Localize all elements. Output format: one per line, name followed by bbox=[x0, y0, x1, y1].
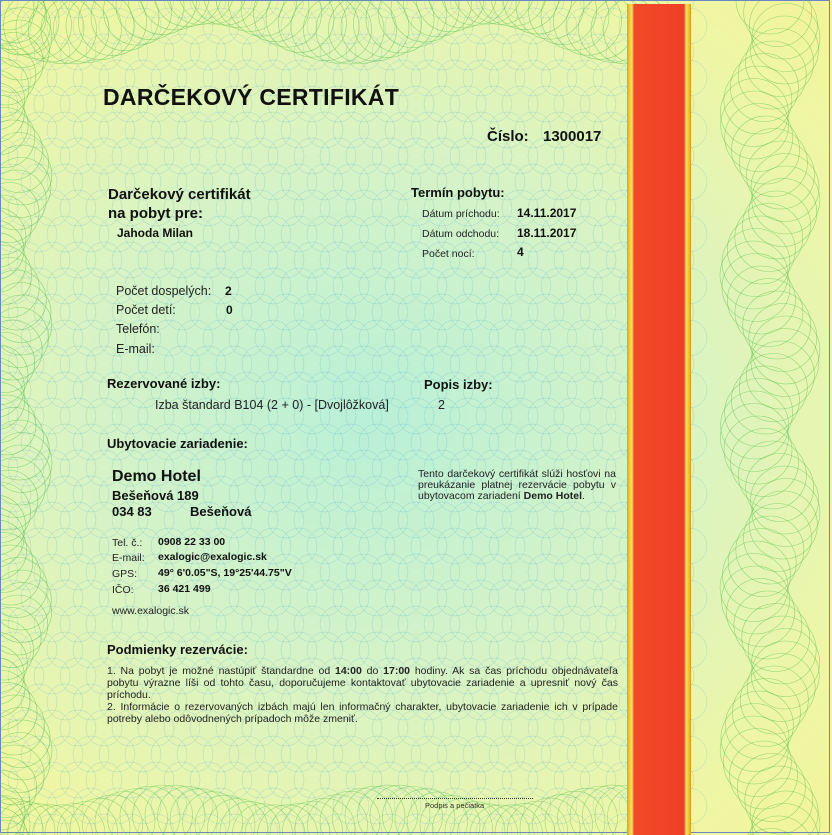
nights-label: Počet nocí: bbox=[422, 248, 475, 260]
adults-label: Počet dospelých: bbox=[116, 284, 212, 298]
signature-label: Podpis a pečiatka bbox=[425, 801, 485, 810]
signature-line bbox=[377, 798, 533, 799]
certificate-number-value: 1300017 bbox=[543, 128, 602, 145]
hotel-name: Demo Hotel bbox=[112, 468, 201, 485]
hotel-zip: 034 83 bbox=[112, 504, 152, 519]
condition-item-1: 1. Na pobyt je možné nastúpiť štandardne od 14:00 do 17:00 hodiny. Ak sa čas príchodu objednávateľa pobytu výrazne líši od tohto času, doporučujeme kontaktovať ubytovacie zariadenie a upresniť nový čas príchodu. bbox=[107, 665, 618, 701]
rooms-heading: Rezervované izby: bbox=[107, 376, 221, 391]
hotel-gps-value: 49° 6'0.05"S, 19°25'44.75"V bbox=[158, 567, 292, 579]
hotel-phone-value: 0908 22 33 00 bbox=[158, 536, 226, 548]
nights-value: 4 bbox=[517, 245, 524, 259]
conditions-text bbox=[107, 665, 618, 725]
certificate-note bbox=[418, 469, 616, 502]
room-count: 2 bbox=[438, 398, 445, 412]
certificate-title: DARČEKOVÝ CERTIFIKÁT bbox=[103, 84, 400, 110]
recipient-heading-line1: Darčekový certifikát bbox=[108, 186, 251, 203]
certificate-number-label: Číslo: bbox=[487, 128, 529, 145]
note-hotel-name: Demo Hotel bbox=[523, 490, 582, 502]
hotel-ico-value: 36 421 499 bbox=[158, 583, 211, 595]
note-text: Tento darčekový certifikát slúži hosťovi na preukázanie platnej rezervácie pobytu v ubytovacom zariadení bbox=[418, 468, 616, 502]
hotel-gps-label: GPS: bbox=[112, 568, 138, 580]
recipient-heading-line2: na pobyt pre: bbox=[108, 205, 204, 222]
note-end: . bbox=[582, 490, 585, 502]
hotel-street: Bešeňová 189 bbox=[112, 488, 199, 503]
stay-heading: Termín pobytu: bbox=[411, 185, 505, 200]
phone-label: Telefón: bbox=[116, 322, 160, 336]
adults-value: 2 bbox=[225, 284, 232, 298]
recipient-name: Jahoda Milan bbox=[117, 226, 194, 240]
children-value: 0 bbox=[226, 303, 233, 317]
arrival-label: Dátum príchodu: bbox=[422, 208, 500, 220]
hotel-city: Bešeňová bbox=[190, 504, 252, 519]
hotel-ico-label: IČO: bbox=[112, 584, 134, 596]
room-line: Izba štandard B104 (2 + 0) - [Dvojlôžková] bbox=[155, 398, 389, 412]
hotel-website: www.exalogic.sk bbox=[112, 605, 190, 617]
departure-value: 18.11.2017 bbox=[517, 226, 577, 240]
red-ribbon bbox=[627, 4, 691, 835]
departure-label: Dátum odchodu: bbox=[422, 228, 500, 240]
hotel-phone-label: Tel. č.: bbox=[112, 537, 143, 549]
email-label: E-mail: bbox=[116, 342, 155, 356]
children-label: Počet detí: bbox=[116, 303, 176, 317]
room-description-heading: Popis izby: bbox=[424, 377, 493, 392]
accommodation-heading: Ubytovacie zariadenie: bbox=[107, 436, 248, 451]
condition-item-2: 2. Informácie o rezervovaných izbách majú len informačný charakter, ubytovacie zariadenie ich v prípade potreby alebo odôvodnených prípadoch môže zmeniť. bbox=[107, 701, 618, 725]
arrival-value: 14.11.2017 bbox=[517, 206, 577, 220]
hotel-email-value: exalogic@exalogic.sk bbox=[158, 551, 267, 563]
conditions-heading: Podmienky rezervácie: bbox=[107, 642, 248, 657]
hotel-email-label: E-mail: bbox=[112, 552, 145, 564]
